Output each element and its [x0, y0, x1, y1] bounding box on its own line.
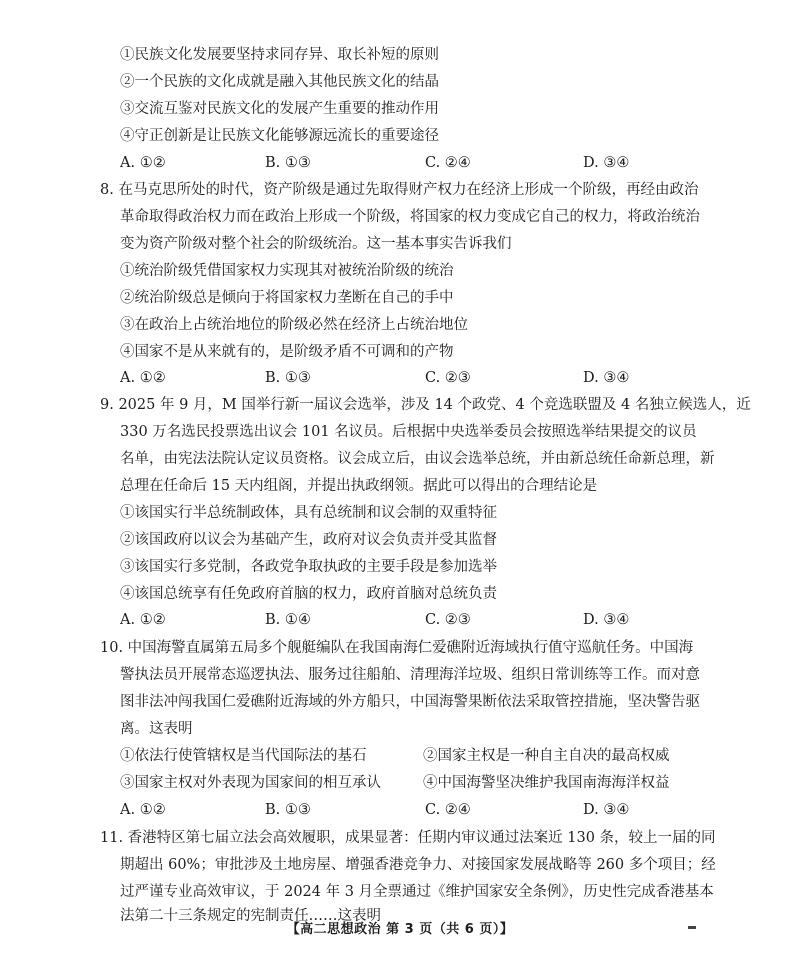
q7-statement-3: ③交流互鉴对民族文化的发展产生重要的推动作用 [120, 101, 439, 117]
q11-stem-line-1: 11. 香港特区第七届立法会高效履职，成果显著：任期内审议通过法案近 130 条，较上一届的同 [100, 830, 716, 846]
q10-option-b: B. ①③ [265, 802, 311, 818]
q10-stem-line-3: 图非法冲闯我国仁爱礁附近海域的外方船只，中国海警果断依法采取管控措施，坚决警告驱 [120, 694, 700, 710]
q10-statement-1: ①依法行使管辖权是当代国际法的基石 [120, 748, 367, 764]
q8-statement-4: ④国家不是从来就有的，是阶级矛盾不可调和的产物 [120, 344, 454, 360]
q7-statement-2: ②一个民族的文化成就是融入其他民族文化的结晶 [120, 74, 439, 90]
q10-stem-line-4: 离。这表明 [120, 721, 193, 737]
q10-option-c: C. ②④ [425, 802, 471, 818]
q11-stem-line-4: 法第二十三条规定的宪制责任……这表明 [120, 908, 381, 924]
q10-stem-line-2: 警执法员开展常态巡逻执法、服务过往船舶、清理海洋垃圾、组织日常训练等工作。而对意 [120, 667, 700, 683]
q9-statement-2: ②该国政府以议会为基础产生，政府对议会负责并受其监督 [120, 532, 497, 548]
q10-stem-line-1: 10. 中国海警直属第五局多个舰艇编队在我国南海仁爱礁附近海域执行值守巡航任务。中国海 [100, 640, 694, 656]
page-footer: 【高二思想政治 第 3 页（共 6 页）】 [286, 922, 514, 937]
q9-stem-line-1: 9. 2025 年 9 月，M 国举行新一届议会选举，涉及 14 个政党、4 个竞选联盟及 4 名独立候选人，近 [100, 397, 751, 413]
q8-statement-3: ③在政治上占统治地位的阶级必然在经济上占统治地位 [120, 317, 468, 333]
q9-stem-line-4: 总理在任命后 15 天内组阁，并提出执政纲领。据此可以得出的合理结论是 [120, 478, 598, 494]
q9-stem-line-2: 330 万名选民投票选出议会 101 名议员。后根据中央选举委员会按照选举结果提交的议员 [120, 424, 697, 440]
q8-stem-line-1: 8. 在马克思所处的时代，资产阶级是通过先取得财产权力在经济上形成一个阶级，再经由政治 [100, 182, 699, 198]
q8-statement-1: ①统治阶级凭借国家权力实现其对被统治阶级的统治 [120, 263, 454, 279]
q9-option-c: C. ②③ [425, 612, 471, 628]
q7-statement-4: ④守正创新是让民族文化能够源远流长的重要途径 [120, 128, 439, 144]
q8-option-d: D. ③④ [583, 370, 630, 386]
q8-option-c: C. ②③ [425, 370, 471, 386]
q10-option-a: A. ①② [120, 802, 166, 818]
q9-statement-3: ③该国实行多党制，各政党争取执政的主要手段是参加选举 [120, 559, 497, 575]
q9-option-b: B. ①④ [265, 612, 311, 628]
q8-option-a: A. ①② [120, 370, 166, 386]
q11-stem-line-3: 过严谨专业高效审议，于 2024 年 3 月全票通过《维护国家安全条例》，历史性完成香港基本 [120, 884, 714, 900]
q10-statement-4: ④中国海警坚决维护我国南海海洋权益 [423, 775, 670, 791]
q10-statement-3: ③国家主权对外表现为国家间的相互承认 [120, 775, 381, 791]
q8-stem-line-2: 革命取得政治权力而在政治上形成一个阶级，将国家的权力变成它自己的权力，将政治统治 [120, 209, 700, 225]
q7-option-b: B. ①③ [265, 155, 311, 171]
q10-option-d: D. ③④ [583, 802, 630, 818]
q10-statement-2: ②国家主权是一种自主自决的最高权威 [423, 748, 670, 764]
q7-option-c: C. ②④ [425, 155, 471, 171]
q11-stem-line-2: 期超出 60%；审批涉及土地房屋、增强香港竞争力、对接国家发展战略等 260 多个项目；经 [120, 857, 716, 873]
q7-option-a: A. ①② [120, 155, 166, 171]
q8-option-b: B. ①③ [265, 370, 311, 386]
q8-statement-2: ②统治阶级总是倾向于将国家权力垄断在自己的手中 [120, 290, 454, 306]
q10-statement-row-1 [120, 746, 670, 766]
scan-mark [688, 926, 696, 929]
q10-statement-row-2 [120, 773, 670, 793]
q9-statement-4: ④该国总统享有任免政府首脑的权力，政府首脑对总统负责 [120, 586, 497, 602]
q9-stem-line-3: 名单，由宪法法院认定议员资格。议会成立后，由议会选举总统，并由新总统任命新总理，新 [120, 451, 715, 467]
q9-option-a: A. ①② [120, 612, 166, 628]
q7-option-d: D. ③④ [583, 155, 630, 171]
q9-statement-1: ①该国实行半总统制政体，具有总统制和议会制的双重特征 [120, 505, 497, 521]
q7-statement-1: ①民族文化发展要坚持求同存异、取长补短的原则 [120, 47, 439, 63]
q9-option-d: D. ③④ [583, 612, 630, 628]
q8-stem-line-3: 变为资产阶级对整个社会的阶级统治。这一基本事实告诉我们 [120, 236, 512, 252]
